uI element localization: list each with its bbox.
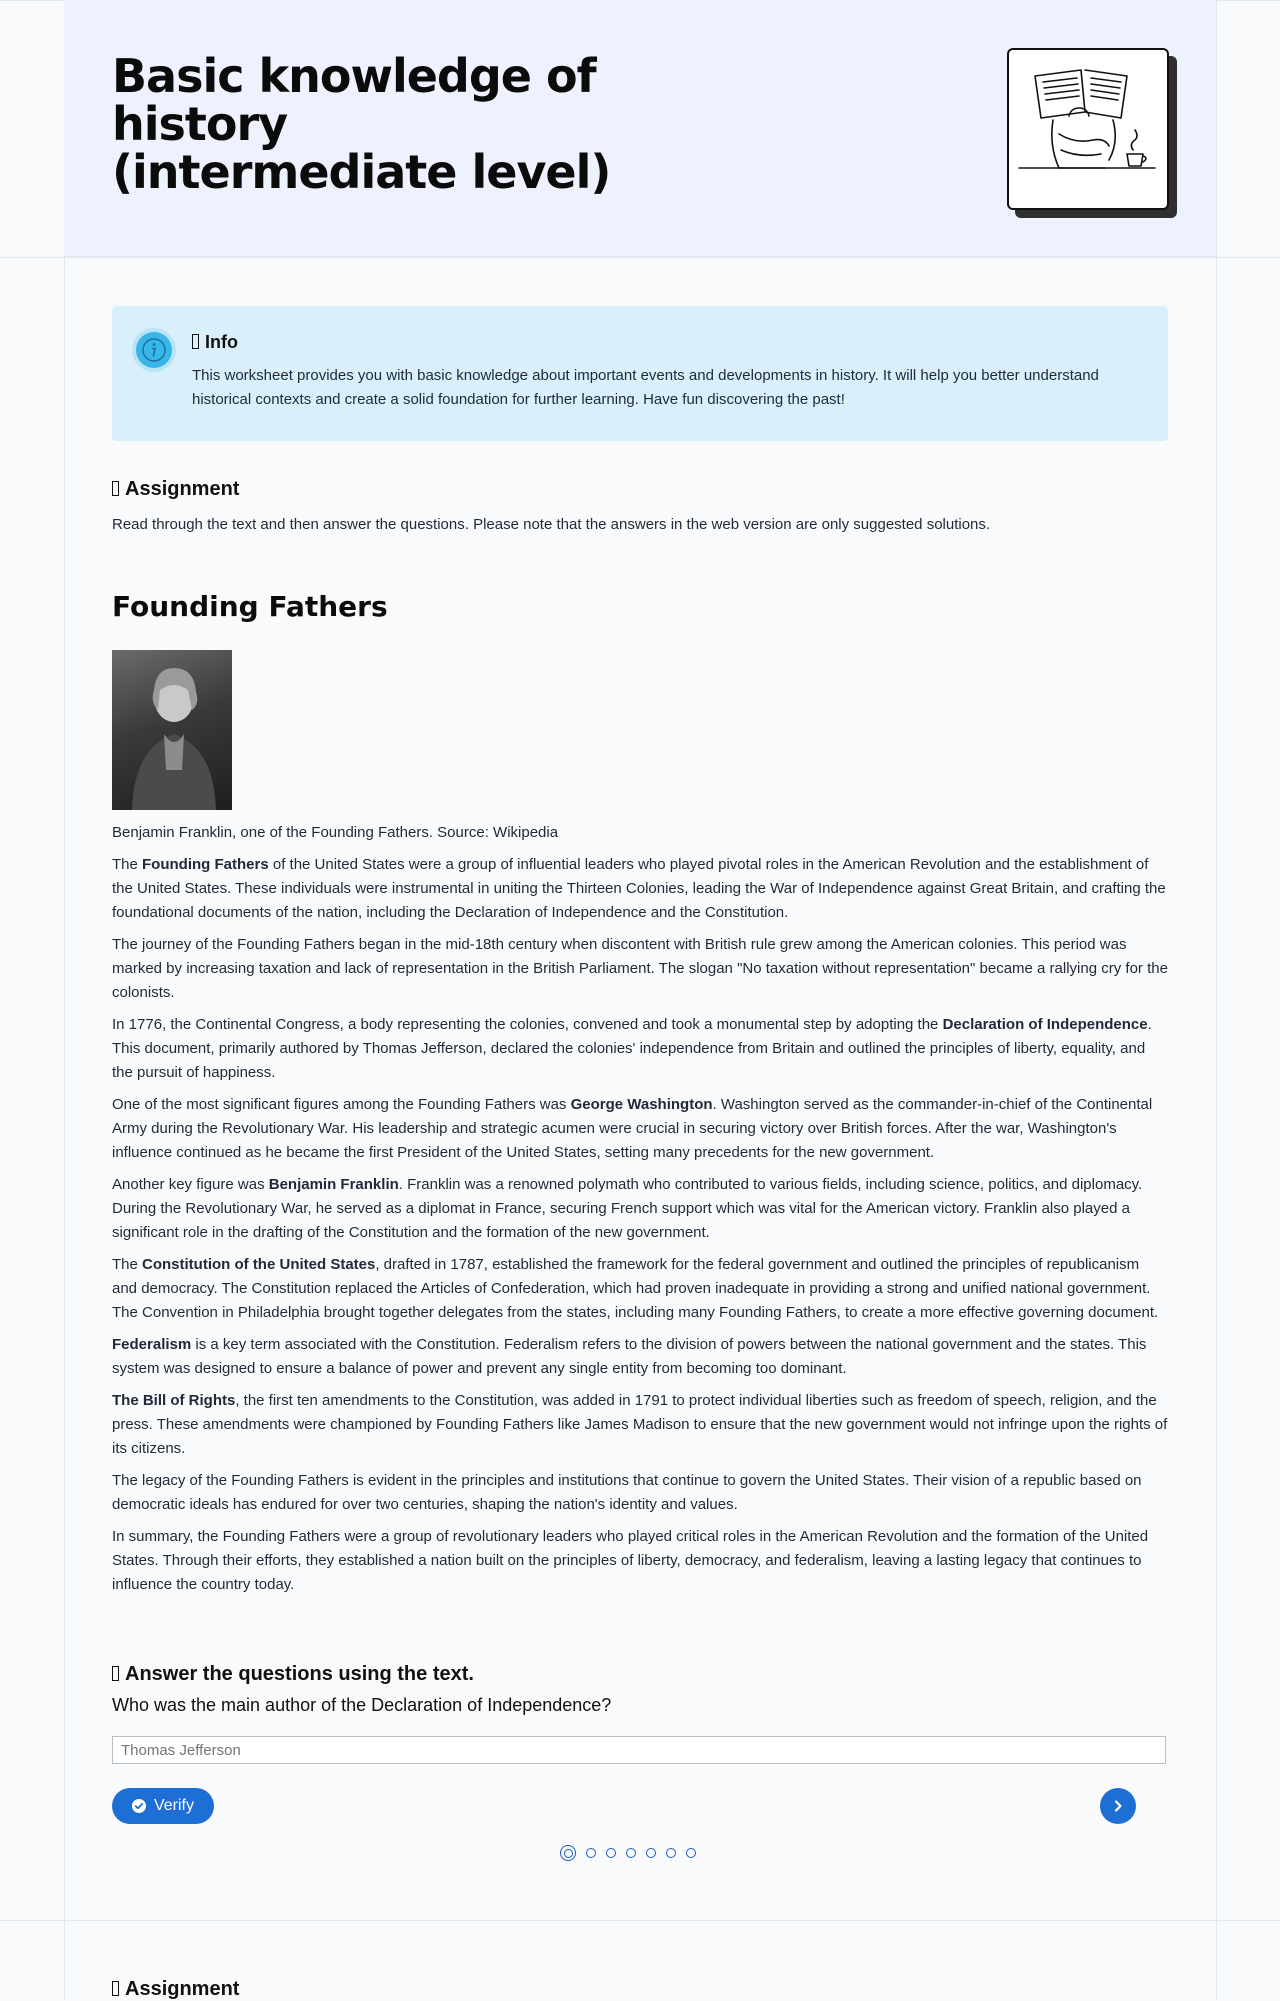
pagination-dot[interactable] [666, 1848, 676, 1858]
chevron-right-icon [1111, 1799, 1125, 1813]
article-paragraph: The legacy of the Founding Fathers is evident in the principles and institutions that continue to govern the United States. Their vision of a republic based on democratic ideals has endured for over two centuries, shaping the nation's identity and values. [112, 1472, 1142, 1513]
article-paragraph: In 1776, the Continental Congress, a body representing the colonies, convened and took a monumental step by adopting the Declaration of Independence. This document, primarily authored by Thomas Jefferson, declared the colonies' independence from Britain and outlined the principles of liberty, equality, and the pursuit of happiness. [112, 1016, 1152, 1081]
quiz-section [112, 1663, 1168, 1718]
assignment-section [112, 478, 1168, 537]
assignment-text: Read through the text and then answer the questions. Please note that the answers in the web version are only suggested solutions. [112, 516, 991, 533]
glyph-placeholder-icon [192, 334, 199, 349]
info-icon [136, 332, 172, 368]
next-assignment-title [112, 1978, 1168, 2001]
image-caption: Benjamin Franklin, one of the Founding Fathers. Source: Wikipedia [112, 824, 559, 841]
pagination-dot[interactable] [686, 1848, 696, 1858]
article-body [112, 821, 1168, 1597]
glyph-placeholder-icon [112, 1981, 119, 1996]
article-paragraph: The Constitution of the United States, drafted in 1787, established the framework for the federal government and outlined the principles of republicanism and democracy. The Constitution replaced the Articles of Confederation, which had proven inadequate in providing a strong and unified national government. The Convention in Philadelphia brought together delegates from the states, including many Founding Fathers, to create a more effective governing document. [112, 1256, 1159, 1321]
verify-button[interactable] [112, 1788, 214, 1824]
pagination-dot[interactable] [606, 1848, 616, 1858]
pagination-dot[interactable] [560, 1845, 576, 1861]
info-title-text: Info [205, 332, 238, 352]
page-title: Basic knowledge of history (intermediate level) [112, 49, 611, 199]
article-paragraph: The Bill of Rights, the first ten amendments to the Constitution, was added in 1791 to protect individual liberties such as freedom of speech, religion, and the press. These amendments were championed by Founding Fathers like James Madison to ensure that the new government would not infringe upon the rights of its citizens. [112, 1392, 1168, 1457]
reading-person-illustration [1007, 48, 1169, 210]
grid-line-left [64, 0, 65, 2000]
article-title: Founding Fathers [112, 590, 388, 623]
question-pagination [560, 1845, 696, 1861]
article-paragraph: In summary, the Founding Fathers were a group of revolutionary leaders who played critical roles in the American Revolution and the formation of the United States. Through their efforts, they established a nation built on the principles of liberty, democracy, and federalism, leaving a lasting legacy that continues to influence the country today. [112, 1528, 1149, 1593]
grid-line-right [1216, 0, 1217, 2000]
quiz-title [112, 1663, 1168, 1686]
grid-line-section-divider [0, 1920, 1280, 1921]
benjamin-franklin-portrait [112, 650, 232, 810]
pagination-dot[interactable] [646, 1848, 656, 1858]
next-assignment-section [112, 1978, 1168, 2001]
quiz-title-text: Answer the questions using the text. [125, 1663, 474, 1685]
pagination-dot[interactable] [586, 1848, 596, 1858]
pagination-dot[interactable] [626, 1848, 636, 1858]
info-text: This worksheet provides you with basic knowledge about important events and developments in history. It will help you better understand historical contexts and create a solid foundation for further learning. Have fun discovering the past! [192, 367, 1099, 408]
glyph-placeholder-icon [112, 1666, 119, 1681]
article-paragraph: The Founding Fathers of the United States were a group of influential leaders who played pivotal roles in the American Revolution and the establishment of the United States. These individuals were instrumental in uniting the Thirteen Colonies, leading the War of Independence against Great Britain, and crafting the foundational documents of the nation, including the Declaration of Independence and the Constitution. [112, 856, 1166, 921]
next-assignment-title-text: Assignment [125, 1978, 240, 2000]
article-paragraph: The journey of the Founding Fathers began in the mid-18th century when discontent with British rule grew among the American colonies. This period was marked by increasing taxation and lack of representation in the British Parliament. The slogan "No taxation without representation" became a rallying cry for the colonists. [112, 936, 1168, 1001]
assignment-title-text: Assignment [125, 478, 240, 500]
hero-header [64, 0, 1216, 257]
assignment-title [112, 478, 1168, 501]
article-paragraph: Federalism is a key term associated with the Constitution. Federalism refers to the division of powers between the national government and the states. This system was designed to ensure a balance of power and prevent any single entity from becoming too dominant. [112, 1336, 1147, 1377]
answer-input[interactable] [112, 1736, 1166, 1764]
quiz-question: Who was the main author of the Declaration of Independence? [112, 1695, 612, 1715]
grid-line-hero-bottom [0, 257, 1280, 258]
article-paragraph: Another key figure was Benjamin Franklin. Franklin was a renowned polymath who contributed to various fields, including science, politics, and diplomacy. During the Revolutionary War, he served as a diplomat in France, securing French support which was vital for the American victory. Franklin also played a significant role in the drafting of the Constitution and the formation of the new government. [112, 1176, 1143, 1241]
article-paragraph: One of the most significant figures among the Founding Fathers was George Washington. Washington served as the commander-in-chief of the Continental Army during the Revolutionary War. His leadership and strategic acumen were crucial in securing victory over British forces. After the war, Washington's influence continued as he became the first President of the United States, setting many precedents for the new government. [112, 1096, 1153, 1161]
next-question-button[interactable] [1100, 1788, 1136, 1824]
verify-button-label: Verify [153, 1797, 194, 1814]
glyph-placeholder-icon [112, 481, 119, 496]
info-title [192, 332, 238, 353]
check-circle-icon [132, 1799, 146, 1813]
info-box [112, 306, 1168, 441]
